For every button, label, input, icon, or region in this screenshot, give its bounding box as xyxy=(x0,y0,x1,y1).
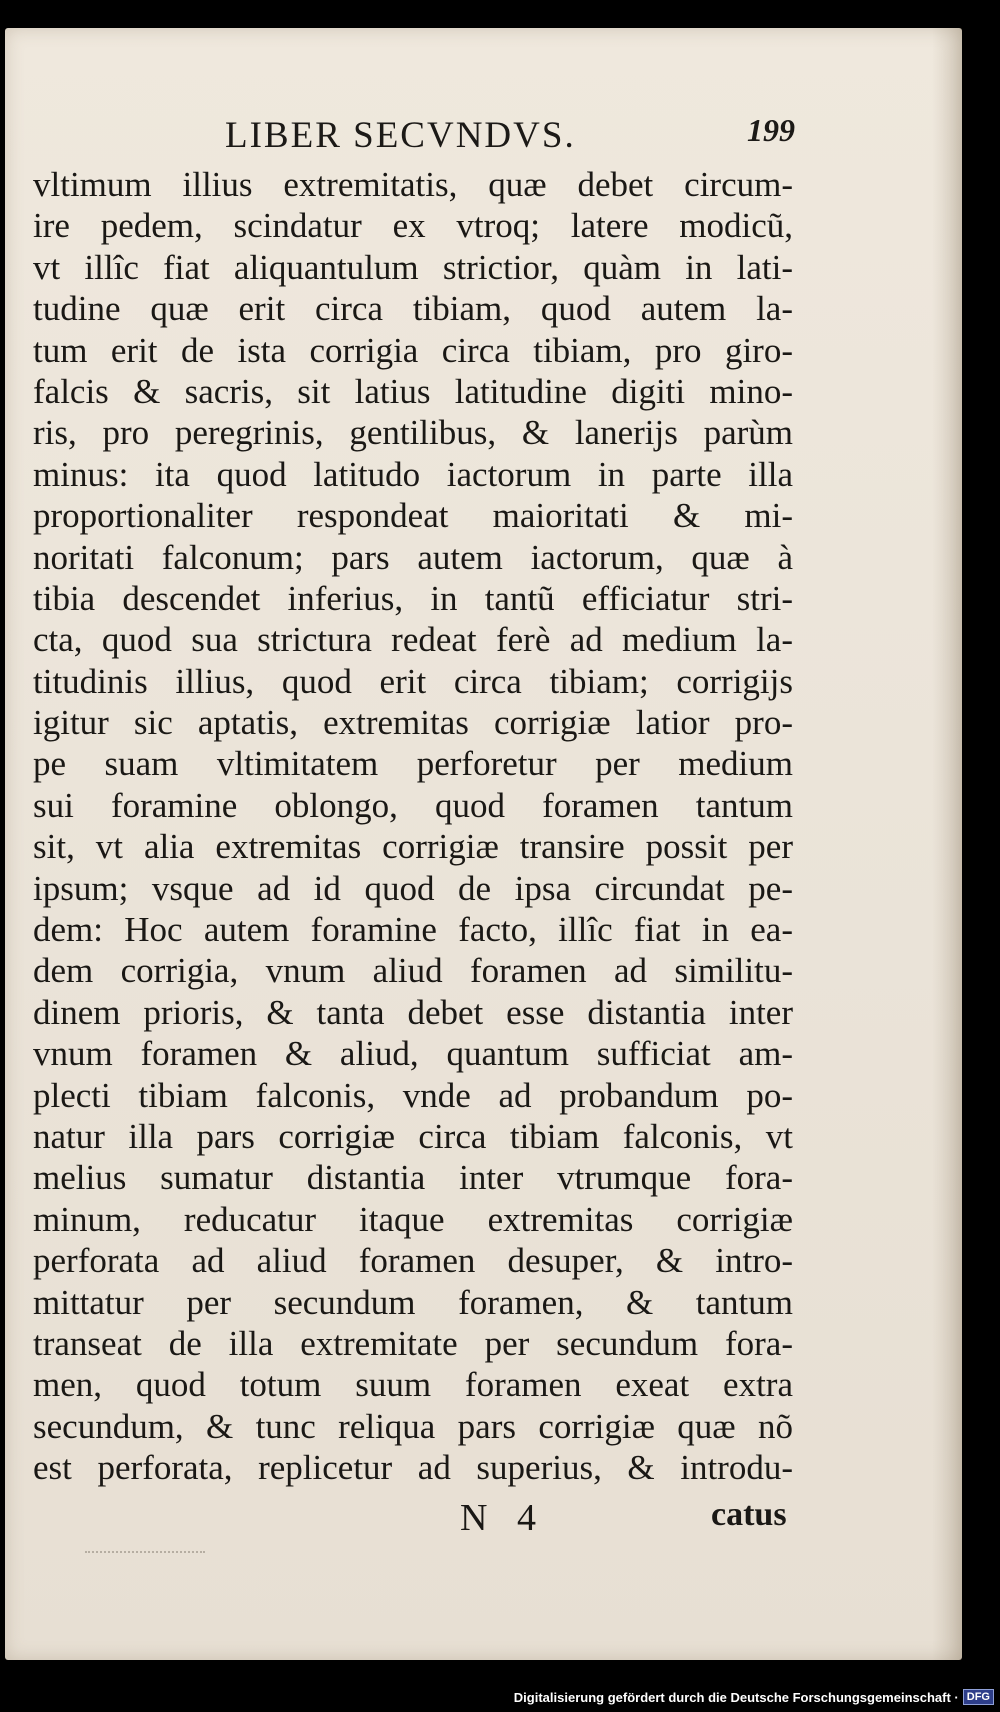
text-line: ipsum; vsque ad id quod de ipsa circundat pe- xyxy=(33,868,793,908)
text-line: tibia descendet inferius, in tantũ efficiatur stri- xyxy=(33,578,793,618)
text-line: natur illa pars corrigiæ circa tibiam falconis, vt xyxy=(33,1116,793,1156)
text-line: vt illîc fiat aliquantulum strictior, quàm in lati- xyxy=(33,247,793,287)
text-line: perforata ad aliud foramen desuper, & intro- xyxy=(33,1241,793,1281)
funding-credit: Digitalisierung gefördert durch die Deutsche Forschungsgemeinschaft · xyxy=(513,1689,959,1705)
catchword: catus xyxy=(711,1496,787,1533)
text-line: cta, quod sua strictura redeat ferè ad medium la- xyxy=(33,620,793,660)
text-line: ris, pro peregrinis, gentilibus, & lanerijs parùm xyxy=(33,413,793,453)
text-line: sit, vt alia extremitas corrigiæ transire possit per xyxy=(33,827,793,867)
text-line: minus: ita quod latitudo iactorum in parte illa xyxy=(33,454,793,494)
text-line: tudine quæ erit circa tibiam, quod autem la- xyxy=(33,289,793,329)
digitization-footer xyxy=(514,1686,994,1708)
page-number: 199 xyxy=(747,112,795,148)
text-line: secundum, & tunc reliqua pars corrigiæ quæ nõ xyxy=(33,1406,793,1446)
text-line: noritati falconum; pars autem iactorum, quæ à xyxy=(33,537,793,577)
text-line: vnum foramen & aliud, quantum sufficiat am- xyxy=(33,1034,793,1074)
text-line: transeat de illa extremitate per secundum fora- xyxy=(33,1323,793,1363)
text-line: est perforata, replicetur ad superius, & introdu- xyxy=(33,1448,793,1488)
running-head: LIBER SECVNDVS. xyxy=(225,115,576,156)
signature-mark: N 4 xyxy=(460,1497,546,1539)
text-line: ire pedem, scindatur ex vtroq; latere modicũ, xyxy=(33,206,793,246)
text-line: dinem prioris, & tanta debet esse distantia inter xyxy=(33,992,793,1032)
text-line: pe suam vltimitatem perforetur per medium xyxy=(33,744,793,784)
text-line: mittatur per secundum foramen, & tantum xyxy=(33,1282,793,1322)
text-line: vltimum illius extremitatis, quæ debet circum- xyxy=(33,165,793,204)
text-line: falcis & sacris, sit latius latitudine digiti mino- xyxy=(33,371,793,411)
ink-smudge xyxy=(85,1551,205,1556)
text-line: plecti tibiam falconis, vnde ad probandum po- xyxy=(33,1075,793,1115)
text-line: melius sumatur distantia inter vtrumque fora- xyxy=(33,1158,793,1198)
text-line: minum, reducatur itaque extremitas corrigiæ xyxy=(33,1199,793,1239)
text-line: men, quod totum suum foramen exeat extra xyxy=(33,1365,793,1405)
text-line: dem: Hoc autem foramine facto, illîc fiat in ea- xyxy=(33,910,793,950)
book-page xyxy=(5,28,962,1660)
text-line: dem corrigia, vnum aliud foramen ad similitu- xyxy=(33,951,793,991)
text-line: tum erit de ista corrigia circa tibiam, pro giro- xyxy=(33,330,793,370)
dfg-logo-icon: DFG xyxy=(963,1689,994,1705)
text-line: proportionaliter respondeat maioritati & mi- xyxy=(33,496,793,536)
body-text xyxy=(33,164,793,1489)
text-line: igitur sic aptatis, extremitas corrigiæ latior pro- xyxy=(33,703,793,743)
text-line: sui foramine oblongo, quod foramen tantum xyxy=(33,785,793,825)
text-line: titudinis illius, quod erit circa tibiam; corrigijs xyxy=(33,661,793,701)
